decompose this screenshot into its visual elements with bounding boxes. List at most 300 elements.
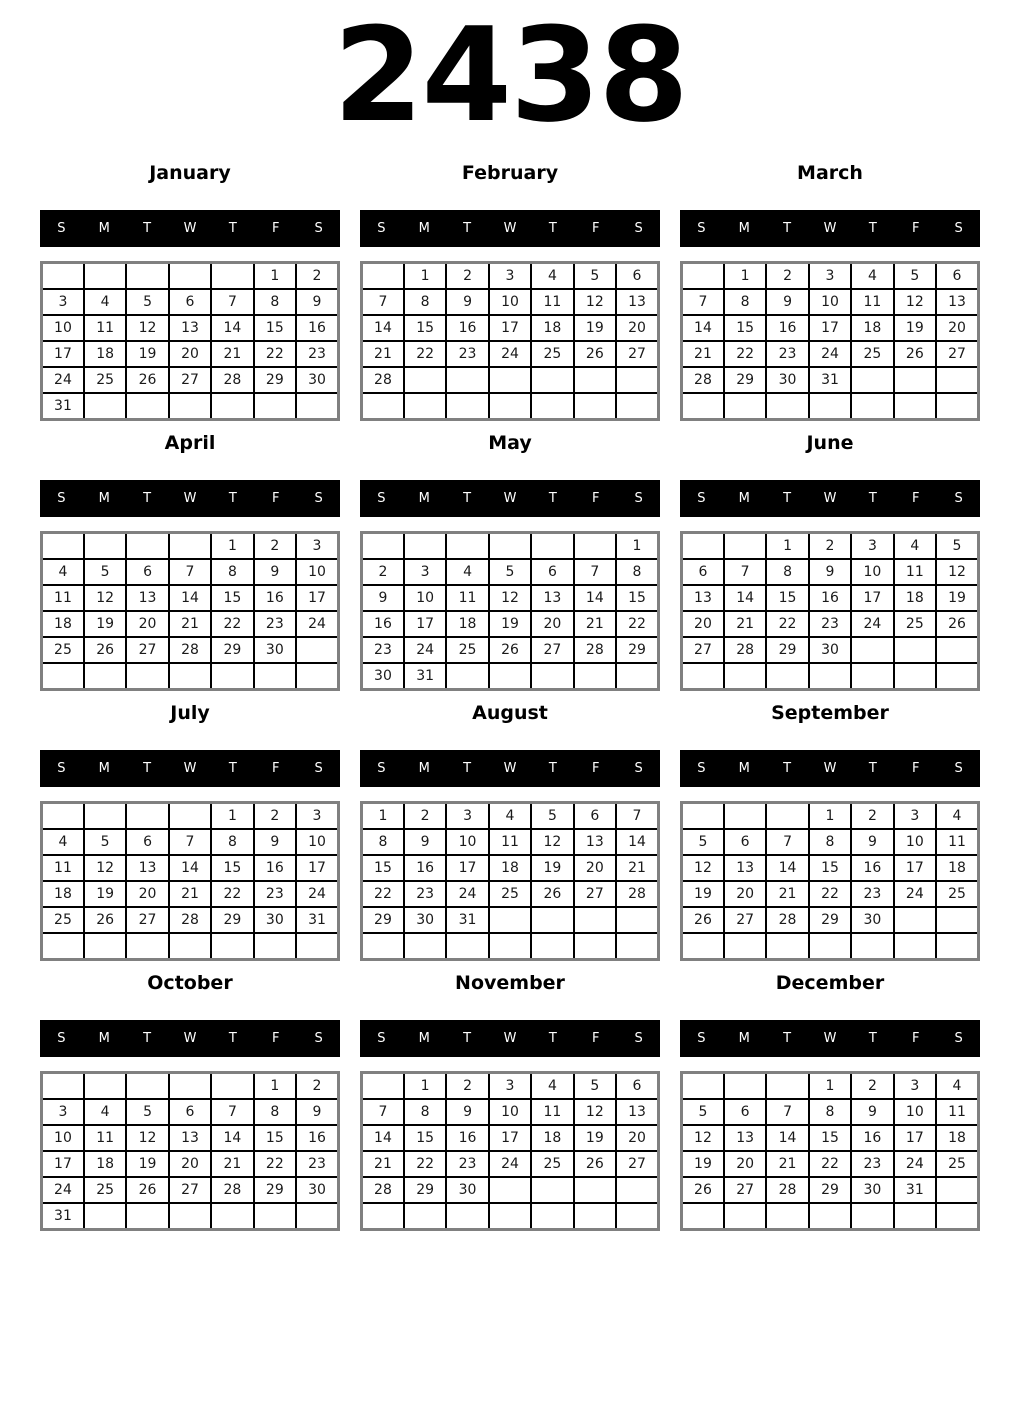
- empty-day-cell: [126, 263, 168, 290]
- empty-day-cell: [574, 533, 616, 560]
- week-row: [362, 855, 659, 881]
- day-cell: 28: [682, 367, 724, 393]
- day-cell: 11: [446, 585, 488, 611]
- week-row: [42, 1073, 339, 1100]
- day-cell: 11: [84, 1125, 126, 1151]
- day-cell: 22: [362, 881, 404, 907]
- day-cell: 8: [616, 559, 658, 585]
- day-cell: 31: [404, 663, 446, 690]
- day-cell: 24: [446, 881, 488, 907]
- day-cell: 23: [404, 881, 446, 907]
- week-row: [42, 559, 339, 585]
- day-cell: 16: [296, 315, 338, 341]
- weekday-label: S: [57, 491, 66, 506]
- day-cell: 5: [84, 829, 126, 855]
- day-cell: 7: [169, 559, 211, 585]
- day-cell: 19: [84, 611, 126, 637]
- day-cell: 1: [809, 803, 851, 830]
- day-cell: 8: [254, 289, 296, 315]
- day-cell: 14: [211, 1125, 253, 1151]
- month-title: November: [455, 972, 565, 994]
- empty-day-cell: [211, 933, 253, 960]
- month-block-october: [40, 969, 340, 1231]
- calendar-grid: [680, 261, 980, 421]
- day-cell: 25: [894, 611, 936, 637]
- month-block-september: [680, 699, 980, 961]
- weekday-label: M: [98, 221, 110, 236]
- day-cell: 11: [894, 559, 936, 585]
- day-cell: 21: [616, 855, 658, 881]
- empty-day-cell: [489, 367, 531, 393]
- day-cell: 18: [84, 1151, 126, 1177]
- day-cell: 14: [766, 855, 808, 881]
- week-row: [682, 881, 979, 907]
- day-cell: 19: [936, 585, 978, 611]
- week-row: [42, 341, 339, 367]
- day-cell: 20: [682, 611, 724, 637]
- empty-day-cell: [169, 1203, 211, 1230]
- day-cell: 4: [851, 263, 893, 290]
- day-cell: 4: [936, 803, 978, 830]
- week-row: [42, 393, 339, 420]
- day-cell: 18: [42, 881, 84, 907]
- day-cell: 3: [894, 1073, 936, 1100]
- week-row: [682, 263, 979, 290]
- empty-day-cell: [126, 933, 168, 960]
- empty-day-cell: [362, 263, 404, 290]
- day-cell: 15: [254, 315, 296, 341]
- empty-day-cell: [682, 393, 724, 420]
- day-cell: 21: [211, 1151, 253, 1177]
- day-cell: 29: [616, 637, 658, 663]
- empty-day-cell: [894, 1203, 936, 1230]
- week-row: [682, 855, 979, 881]
- day-cell: 13: [169, 1125, 211, 1151]
- weekday-header-bar: [680, 210, 980, 247]
- day-cell: 26: [936, 611, 978, 637]
- week-row: [362, 611, 659, 637]
- weekday-label: W: [503, 761, 517, 776]
- month-block-february: [360, 159, 660, 421]
- week-row: [362, 637, 659, 663]
- week-row: [362, 393, 659, 420]
- day-cell: 13: [531, 585, 573, 611]
- weekday-header-bar: [40, 210, 340, 247]
- weekday-label: W: [823, 761, 837, 776]
- week-row: [682, 393, 979, 420]
- day-cell: 5: [489, 559, 531, 585]
- weekday-label: M: [738, 221, 750, 236]
- day-cell: 24: [851, 611, 893, 637]
- weekday-label: W: [823, 491, 837, 506]
- day-cell: 25: [489, 881, 531, 907]
- empty-day-cell: [211, 1203, 253, 1230]
- empty-day-cell: [211, 663, 253, 690]
- empty-day-cell: [169, 533, 211, 560]
- day-cell: 2: [404, 803, 446, 830]
- empty-day-cell: [362, 1073, 404, 1100]
- day-cell: 4: [42, 829, 84, 855]
- day-cell: 18: [936, 855, 978, 881]
- week-row: [362, 881, 659, 907]
- day-cell: 22: [254, 1151, 296, 1177]
- day-cell: 17: [404, 611, 446, 637]
- day-cell: 1: [616, 533, 658, 560]
- empty-day-cell: [446, 393, 488, 420]
- day-cell: 14: [616, 829, 658, 855]
- empty-day-cell: [574, 367, 616, 393]
- day-cell: 10: [42, 1125, 84, 1151]
- empty-day-cell: [724, 663, 766, 690]
- day-cell: 26: [489, 637, 531, 663]
- empty-day-cell: [851, 367, 893, 393]
- empty-day-cell: [489, 1203, 531, 1230]
- weekday-header-bar: [360, 480, 660, 517]
- empty-day-cell: [766, 393, 808, 420]
- day-cell: 15: [809, 1125, 851, 1151]
- day-cell: 21: [724, 611, 766, 637]
- day-cell: 26: [84, 637, 126, 663]
- month-block-november: [360, 969, 660, 1231]
- day-cell: 12: [531, 829, 573, 855]
- week-row: [362, 263, 659, 290]
- empty-day-cell: [296, 1203, 338, 1230]
- calendar-grid: [680, 531, 980, 691]
- day-cell: 28: [211, 367, 253, 393]
- month-title: September: [771, 702, 889, 724]
- empty-day-cell: [936, 907, 978, 933]
- day-cell: 24: [894, 881, 936, 907]
- empty-day-cell: [616, 907, 658, 933]
- day-cell: 28: [362, 367, 404, 393]
- week-row: [362, 803, 659, 830]
- weekday-label: S: [57, 221, 66, 236]
- day-cell: 29: [362, 907, 404, 933]
- day-cell: 27: [126, 637, 168, 663]
- day-cell: 2: [851, 803, 893, 830]
- day-cell: 2: [296, 1073, 338, 1100]
- day-cell: 20: [724, 881, 766, 907]
- day-cell: 24: [296, 881, 338, 907]
- weekday-label: T: [463, 221, 472, 236]
- day-cell: 29: [809, 1177, 851, 1203]
- week-row: [682, 315, 979, 341]
- day-cell: 19: [682, 1151, 724, 1177]
- empty-day-cell: [84, 263, 126, 290]
- weekday-label: T: [143, 491, 152, 506]
- week-row: [682, 341, 979, 367]
- empty-day-cell: [362, 1203, 404, 1230]
- week-row: [682, 1151, 979, 1177]
- day-cell: 21: [169, 881, 211, 907]
- day-cell: 25: [936, 881, 978, 907]
- day-cell: 26: [682, 907, 724, 933]
- empty-day-cell: [894, 637, 936, 663]
- empty-day-cell: [254, 1203, 296, 1230]
- day-cell: 9: [446, 1099, 488, 1125]
- day-cell: 1: [254, 263, 296, 290]
- week-row: [362, 907, 659, 933]
- day-cell: 1: [211, 533, 253, 560]
- empty-day-cell: [616, 393, 658, 420]
- day-cell: 28: [211, 1177, 253, 1203]
- day-cell: 31: [894, 1177, 936, 1203]
- day-cell: 13: [616, 289, 658, 315]
- day-cell: 7: [362, 1099, 404, 1125]
- day-cell: 14: [211, 315, 253, 341]
- calendar-grid: [360, 261, 660, 421]
- day-cell: 27: [531, 637, 573, 663]
- day-cell: 5: [84, 559, 126, 585]
- week-row: [42, 611, 339, 637]
- month-title: March: [797, 162, 863, 184]
- empty-day-cell: [446, 367, 488, 393]
- empty-day-cell: [531, 907, 573, 933]
- day-cell: 5: [574, 263, 616, 290]
- day-cell: 13: [682, 585, 724, 611]
- empty-day-cell: [894, 393, 936, 420]
- week-row: [682, 637, 979, 663]
- day-cell: 4: [84, 289, 126, 315]
- day-cell: 16: [851, 1125, 893, 1151]
- day-cell: 10: [489, 1099, 531, 1125]
- day-cell: 20: [936, 315, 978, 341]
- day-cell: 26: [126, 1177, 168, 1203]
- day-cell: 14: [362, 315, 404, 341]
- day-cell: 27: [724, 1177, 766, 1203]
- month-block-june: [680, 429, 980, 691]
- day-cell: 21: [682, 341, 724, 367]
- day-cell: 6: [936, 263, 978, 290]
- day-cell: 6: [616, 1073, 658, 1100]
- empty-day-cell: [936, 393, 978, 420]
- calendar-grid: [360, 1071, 660, 1231]
- day-cell: 15: [809, 855, 851, 881]
- weekday-label: S: [57, 761, 66, 776]
- day-cell: 29: [404, 1177, 446, 1203]
- day-cell: 12: [574, 1099, 616, 1125]
- day-cell: 11: [531, 289, 573, 315]
- day-cell: 28: [724, 637, 766, 663]
- empty-day-cell: [296, 637, 338, 663]
- empty-day-cell: [254, 663, 296, 690]
- calendar-grid: [40, 801, 340, 961]
- day-cell: 22: [404, 1151, 446, 1177]
- day-cell: 6: [169, 1099, 211, 1125]
- month-title: August: [472, 702, 548, 724]
- empty-day-cell: [766, 803, 808, 830]
- weekday-label: S: [377, 491, 386, 506]
- week-row: [362, 1151, 659, 1177]
- weekday-label: F: [911, 1031, 920, 1046]
- day-cell: 21: [362, 1151, 404, 1177]
- day-cell: 5: [936, 533, 978, 560]
- day-cell: 25: [446, 637, 488, 663]
- day-cell: 3: [489, 1073, 531, 1100]
- day-cell: 22: [211, 881, 253, 907]
- weekday-label: T: [548, 221, 557, 236]
- month-block-april: [40, 429, 340, 691]
- day-cell: 14: [724, 585, 766, 611]
- day-cell: 13: [169, 315, 211, 341]
- day-cell: 14: [682, 315, 724, 341]
- day-cell: 11: [42, 585, 84, 611]
- day-cell: 9: [851, 1099, 893, 1125]
- empty-day-cell: [724, 1073, 766, 1100]
- day-cell: 2: [446, 263, 488, 290]
- empty-day-cell: [851, 637, 893, 663]
- weekday-label: T: [868, 761, 877, 776]
- empty-day-cell: [936, 1203, 978, 1230]
- day-cell: 1: [254, 1073, 296, 1100]
- empty-day-cell: [126, 393, 168, 420]
- day-cell: 7: [724, 559, 766, 585]
- day-cell: 8: [809, 1099, 851, 1125]
- month-block-may: [360, 429, 660, 691]
- day-cell: 9: [404, 829, 446, 855]
- day-cell: 19: [489, 611, 531, 637]
- month-title: February: [461, 162, 559, 184]
- month-title: December: [775, 972, 885, 994]
- day-cell: 6: [724, 1099, 766, 1125]
- weekday-label: F: [271, 761, 280, 776]
- day-cell: 26: [574, 341, 616, 367]
- day-cell: 29: [254, 1177, 296, 1203]
- day-cell: 29: [211, 907, 253, 933]
- day-cell: 16: [446, 315, 488, 341]
- day-cell: 20: [724, 1151, 766, 1177]
- day-cell: 15: [404, 315, 446, 341]
- weekday-header-bar: [680, 480, 980, 517]
- day-cell: 8: [362, 829, 404, 855]
- month-title: January: [149, 162, 231, 184]
- empty-day-cell: [682, 263, 724, 290]
- empty-day-cell: [84, 803, 126, 830]
- day-cell: 21: [574, 611, 616, 637]
- calendar-grid: [680, 801, 980, 961]
- empty-day-cell: [616, 933, 658, 960]
- empty-day-cell: [489, 393, 531, 420]
- day-cell: 7: [766, 829, 808, 855]
- empty-day-cell: [936, 367, 978, 393]
- week-row: [42, 289, 339, 315]
- day-cell: 27: [169, 1177, 211, 1203]
- week-row: [362, 933, 659, 960]
- empty-day-cell: [894, 907, 936, 933]
- day-cell: 9: [296, 289, 338, 315]
- empty-day-cell: [84, 663, 126, 690]
- day-cell: 17: [894, 1125, 936, 1151]
- weekday-header-bar: [360, 1020, 660, 1057]
- day-cell: 8: [766, 559, 808, 585]
- day-cell: 20: [169, 1151, 211, 1177]
- day-cell: 10: [404, 585, 446, 611]
- day-cell: 8: [254, 1099, 296, 1125]
- day-cell: 15: [724, 315, 766, 341]
- day-cell: 24: [894, 1151, 936, 1177]
- empty-day-cell: [851, 1203, 893, 1230]
- day-cell: 22: [616, 611, 658, 637]
- day-cell: 8: [404, 289, 446, 315]
- day-cell: 21: [766, 881, 808, 907]
- week-row: [362, 1099, 659, 1125]
- day-cell: 5: [682, 1099, 724, 1125]
- day-cell: 2: [809, 533, 851, 560]
- empty-day-cell: [489, 663, 531, 690]
- day-cell: 17: [489, 315, 531, 341]
- day-cell: 30: [851, 1177, 893, 1203]
- day-cell: 22: [766, 611, 808, 637]
- day-cell: 19: [126, 1151, 168, 1177]
- day-cell: 7: [766, 1099, 808, 1125]
- empty-day-cell: [616, 367, 658, 393]
- day-cell: 17: [489, 1125, 531, 1151]
- year-title: 2438: [333, 0, 687, 151]
- weekday-label: S: [697, 761, 706, 776]
- day-cell: 7: [616, 803, 658, 830]
- day-cell: 20: [531, 611, 573, 637]
- empty-day-cell: [42, 803, 84, 830]
- day-cell: 11: [936, 829, 978, 855]
- day-cell: 31: [809, 367, 851, 393]
- week-row: [362, 559, 659, 585]
- day-cell: 5: [574, 1073, 616, 1100]
- weekday-label: F: [911, 221, 920, 236]
- day-cell: 12: [84, 855, 126, 881]
- weekday-label: F: [271, 491, 280, 506]
- day-cell: 28: [616, 881, 658, 907]
- day-cell: 19: [531, 855, 573, 881]
- empty-day-cell: [724, 393, 766, 420]
- empty-day-cell: [446, 933, 488, 960]
- month-block-january: [40, 159, 340, 421]
- day-cell: 9: [809, 559, 851, 585]
- day-cell: 26: [126, 367, 168, 393]
- day-cell: 10: [489, 289, 531, 315]
- week-row: [682, 1177, 979, 1203]
- day-cell: 3: [446, 803, 488, 830]
- month-block-march: [680, 159, 980, 421]
- empty-day-cell: [894, 367, 936, 393]
- day-cell: 7: [211, 1099, 253, 1125]
- day-cell: 22: [809, 881, 851, 907]
- day-cell: 23: [296, 1151, 338, 1177]
- weekday-label: F: [591, 1031, 600, 1046]
- month-block-august: [360, 699, 660, 961]
- day-cell: 13: [936, 289, 978, 315]
- weekday-label: F: [911, 761, 920, 776]
- day-cell: 9: [362, 585, 404, 611]
- day-cell: 24: [42, 1177, 84, 1203]
- weekday-label: T: [463, 491, 472, 506]
- empty-day-cell: [489, 1177, 531, 1203]
- month-title: May: [488, 432, 532, 454]
- day-cell: 3: [296, 533, 338, 560]
- day-cell: 2: [851, 1073, 893, 1100]
- day-cell: 4: [446, 559, 488, 585]
- day-cell: 19: [682, 881, 724, 907]
- day-cell: 18: [531, 1125, 573, 1151]
- day-cell: 3: [894, 803, 936, 830]
- week-row: [42, 803, 339, 830]
- week-row: [682, 367, 979, 393]
- day-cell: 2: [296, 263, 338, 290]
- day-cell: 23: [809, 611, 851, 637]
- day-cell: 22: [211, 611, 253, 637]
- empty-day-cell: [574, 1203, 616, 1230]
- week-row: [42, 315, 339, 341]
- weekday-label: T: [868, 221, 877, 236]
